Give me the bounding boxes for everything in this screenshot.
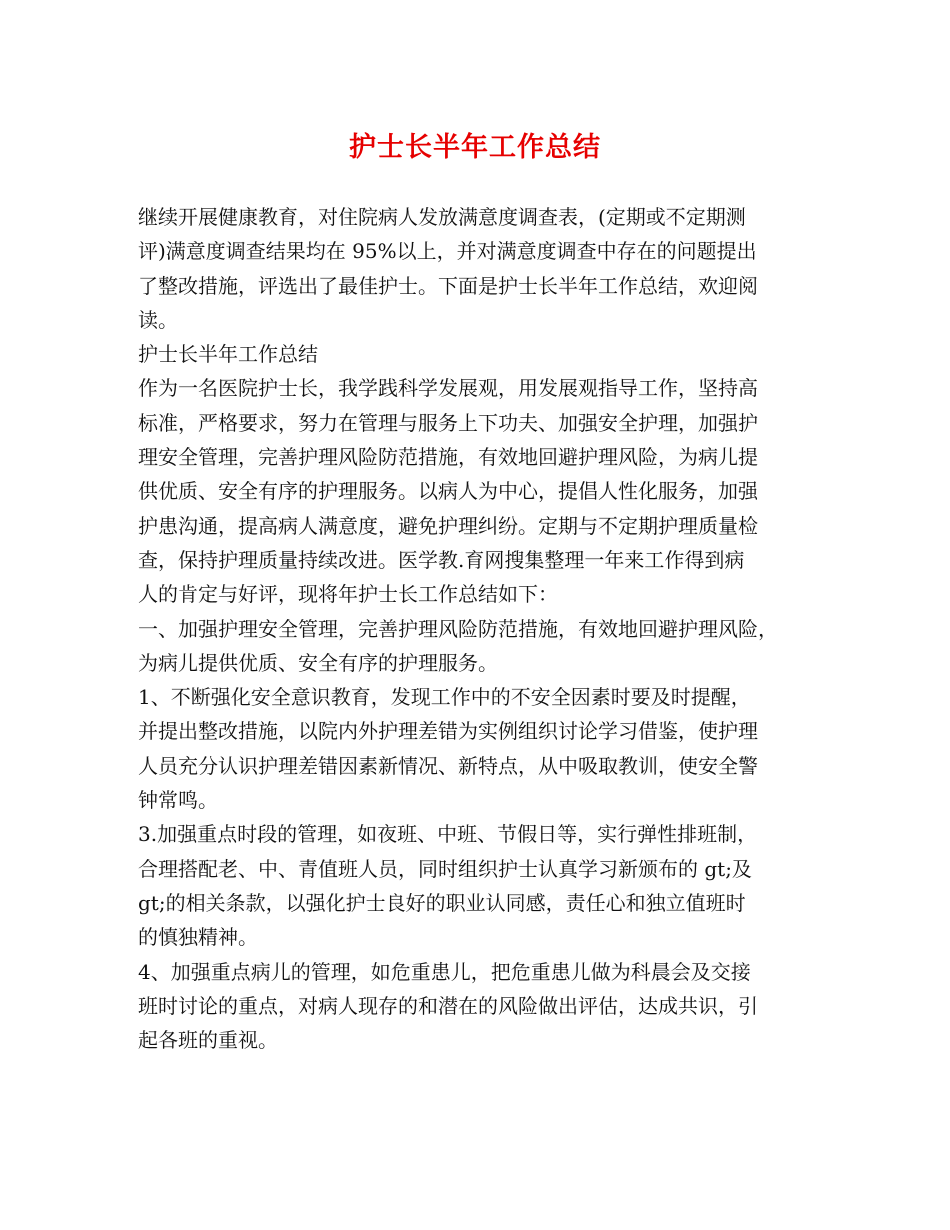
text-line: 读。 xyxy=(138,307,178,332)
text-line: 班时讨论的重点，对病人现存的和潜在的风险做出评估，达成共识，引 xyxy=(138,993,758,1018)
document-title: 护士长半年工作总结 xyxy=(349,132,601,163)
text-line: 供优质、安全有序的护理服务。以病人为中心，提倡人性化服务，加强 xyxy=(138,479,758,504)
text-line: 一、加强护理安全管理，完善护理风险防范措施，有效地回避护理风险， xyxy=(138,616,778,641)
text-line: 了整改措施，评选出了最佳护士。下面是护士长半年工作总结，欢迎阅 xyxy=(138,273,758,298)
text-line: 1、不断强化安全意识教育，发现工作中的不安全因素时要及时提醒， xyxy=(138,685,751,710)
text-line: gt;的相关条款，以强化护士良好的职业认同感，责任心和独立值班时 xyxy=(138,890,746,915)
text-line: 评)满意度调查结果均在 95%以上，并对满意度调查中存在的问题提出 xyxy=(138,239,757,264)
text-line: 标准，严格要求，努力在管理与服务上下功夫、加强安全护理，加强护 xyxy=(138,410,758,435)
text-line: 查，保持护理质量持续改进。医学教.育网搜集整理一年来工作得到病 xyxy=(138,547,745,572)
text-line: 人的肯定与好评，现将年护士长工作总结如下： xyxy=(138,582,558,607)
section-heading: 护士长半年工作总结 xyxy=(138,342,318,367)
text-line: 钟常鸣。 xyxy=(138,788,218,813)
text-line: 理安全管理，完善护理风险防范措施，有效地回避护理风险，为病儿提 xyxy=(138,445,758,470)
text-line: 3.加强重点时段的管理，如夜班、中班、节假日等，实行弹性排班制， xyxy=(138,822,758,847)
text-line: 4、加强重点病儿的管理，如危重患儿，把危重患儿做为科晨会及交接 xyxy=(138,959,751,984)
text-line: 的慎独精神。 xyxy=(138,925,258,950)
document-body xyxy=(138,200,818,1057)
text-line: 起各班的重视。 xyxy=(138,1028,278,1053)
text-line: 人员充分认识护理差错因素新情况、新特点，从中吸取教训，使安全警 xyxy=(138,753,758,778)
text-line: 合理搭配老、中、青值班人员，同时组织护士认真学习新颁布的 gt;及 xyxy=(138,856,752,881)
text-line: 并提出整改措施，以院内外护理差错为实例组织讨论学习借鉴，使护理 xyxy=(138,719,758,744)
text-line: 作为一名医院护士长，我学践科学发展观，用发展观指导工作，坚持高 xyxy=(138,376,758,401)
text-line: 继续开展健康教育，对住院病人发放满意度调查表，(定期或不定期测 xyxy=(138,205,746,229)
text-line: 为病儿提供优质、安全有序的护理服务。 xyxy=(138,650,498,675)
text-line: 护患沟通，提高病人满意度，避免护理纠纷。定期与不定期护理质量检 xyxy=(138,513,758,538)
